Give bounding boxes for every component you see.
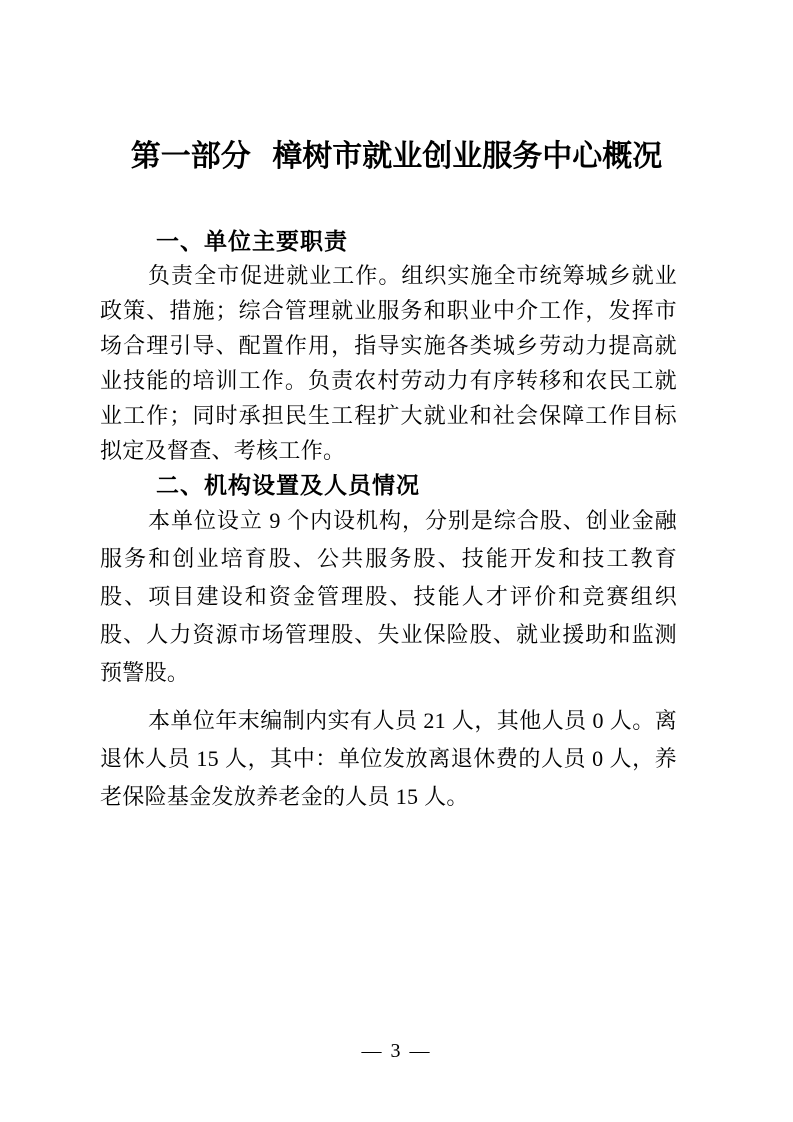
paragraph-internal-orgs: 本单位设立 9 个内设机构，分别是综合股、创业金融服务和创业培育股、公共服务股、技能开发和技工教育股、项目建设和资金管理股、技能人才评价和竞赛组织股、人力资源市场管理股、失业保险股、就业援助和监测预警股。 bbox=[100, 508, 677, 685]
paragraph-staff-counts: 本单位年末编制内实有人员 21 人，其他人员 0 人。离退休人员 15 人，其中：单位发放离退休费的人员 0 人，养老保险基金发放养老金的人员 15 人。 bbox=[100, 708, 677, 809]
page-number: — 3 — bbox=[361, 1040, 432, 1062]
section-heading-org-staff: 二、机构设置及人员情况 bbox=[156, 472, 420, 498]
section-heading-unit-duties: 一、单位主要职责 bbox=[156, 228, 348, 254]
paragraph-unit-duties: 负责全市促进就业工作。组织实施全市统筹城乡就业政策、措施；综合管理就业服务和职业中介工作，发挥市场合理引导、配置作用，指导实施各类城乡劳动力提高就业技能的培训工作。负责农村劳动力有序转移和农民工就业工作；同时承担民生工程扩大就业和社会保障工作目标拟定及督查、考核工作。 bbox=[100, 263, 677, 463]
page-title: 第一部分 樟树市就业创业服务中心概况 bbox=[130, 140, 663, 173]
document-body bbox=[100, 224, 677, 816]
